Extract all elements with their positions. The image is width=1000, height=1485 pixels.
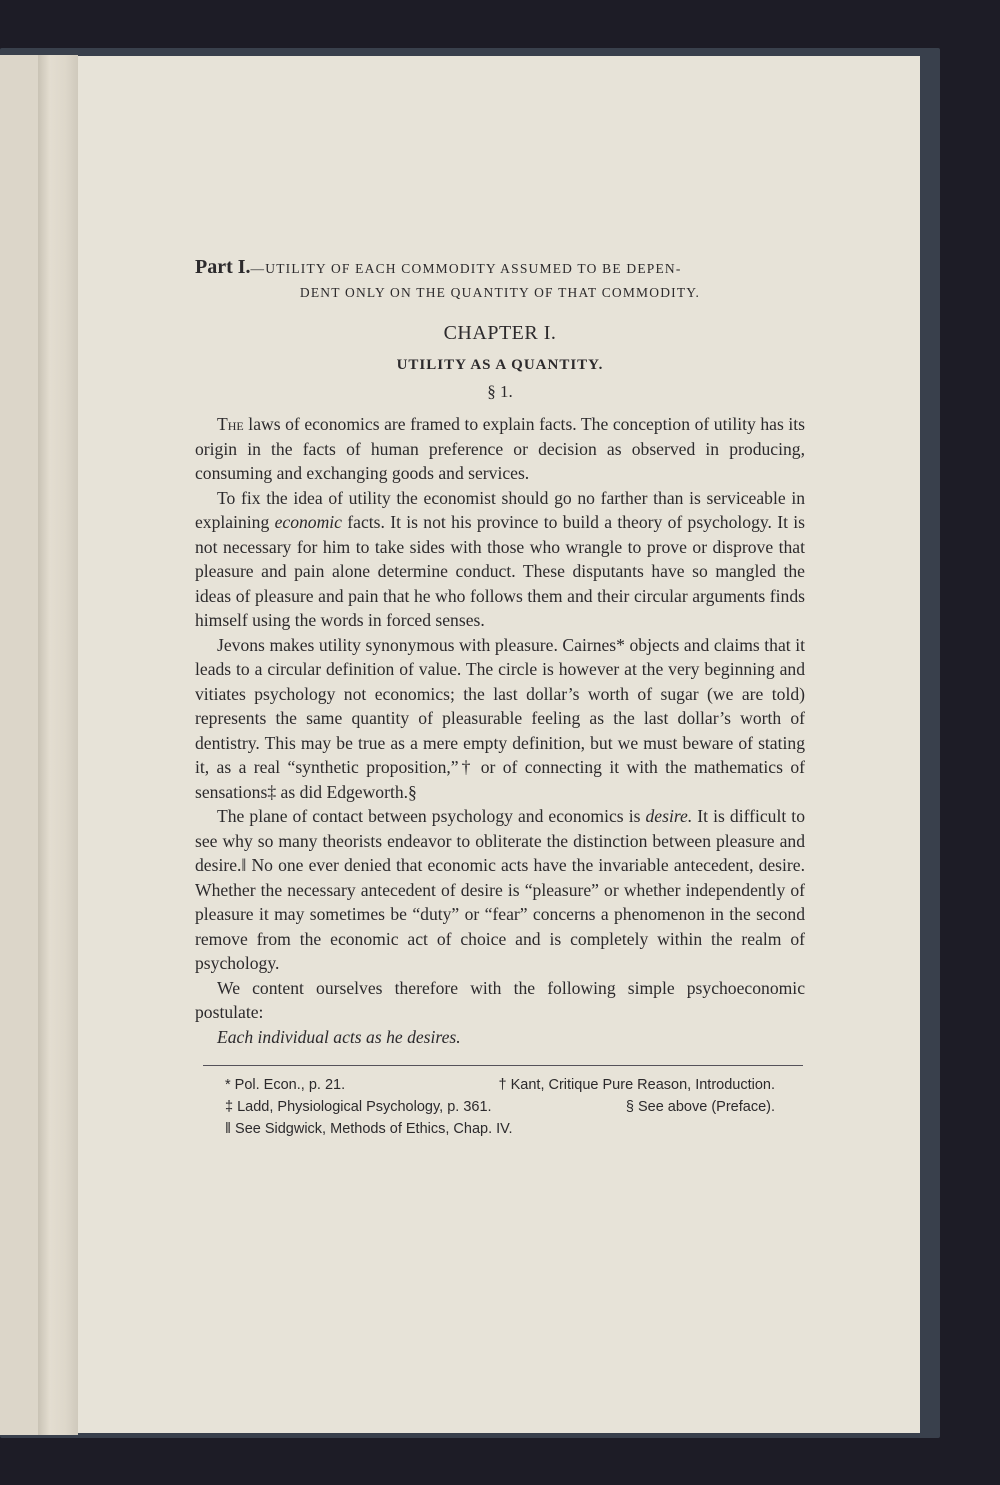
- footnote-double-dagger: ‡ Ladd, Physiological Psychology, p. 361.: [225, 1099, 492, 1115]
- chapter-title: UTILITY AS A QUANTITY.: [396, 357, 604, 373]
- footnote-row-3: [225, 1118, 775, 1140]
- footnotes: [195, 1074, 805, 1140]
- paragraph-3: Jevons makes utility synonymous with pleasure. Cairnes* objects and claims that it leads to a circular definition of value. The circle is however at the very beginning and vitiates psychology not economics; the last dollar’s worth of sugar (we are told) represents the same quantity of pleasurable feeling as the last dollar’s worth of dentistry. This may be true as a mere empty definition, but we must beware of stating it, as a real “synthetic proposition,”† or of connecting it with the mathematics of sensations‡ as did Edgeworth.§: [195, 634, 805, 802]
- paragraph-4-emphasis: desire.: [645, 806, 693, 826]
- paragraph-1: [195, 412, 805, 486]
- paragraph-2: [195, 486, 805, 633]
- postulate: Each individual acts as he desires.: [217, 1026, 461, 1047]
- page-content: [195, 255, 805, 1140]
- paragraph-2-text-b: facts. It is not his province to build a theory of psychology. It is not necessary for him to take sides with those who wrangle to prove or disprove that pleasure and pain alone determine conduct. These disputants have so mangled the ideas of pleasure and pain that he who follows them and their circular arguments finds himself using the words in forced senses.: [195, 512, 806, 630]
- body-text: [195, 412, 805, 1049]
- paragraph-2-text-a: To fix the idea of utility the economist should go no farther than is serviceable in explaining: [195, 487, 805, 532]
- part-heading-line2: DENT ONLY ON THE QUANTITY OF THAT COMMODITY.: [299, 285, 701, 300]
- paragraph-4-text-b: It is difficult to see why so many theorists endeavor to obliterate the distinction between pleasure and desire.‖ No one ever denied that economic acts have the invariable antecedent, desire. Whether the necessary antecedent of desire is “pleasure” or whether independently of pleasure it may sometimes be “duty” or “fear” concerns a phenomenon in the second remove from the economic act of choice and is completely within the realm of psychology.: [195, 806, 805, 973]
- paragraph-2-emphasis: economic: [274, 512, 342, 532]
- part-heading: [195, 255, 805, 305]
- chapter-number: CHAPTER I.: [443, 322, 557, 344]
- paragraph-4: [195, 804, 805, 976]
- facing-page-edge: [0, 55, 38, 1435]
- part-label: Part I.: [195, 256, 251, 278]
- paragraph-4-text-a: The plane of contact between psychology and economics is: [217, 806, 646, 826]
- footnote-dagger: † Kant, Critique Pure Reason, Introduction.: [498, 1077, 775, 1093]
- paragraph-5: We content ourselves therefore with the following simple psychoeconomic postulate:: [195, 977, 805, 1022]
- footnote-divider: [203, 1065, 803, 1066]
- footnote-star: * Pol. Econ., p. 21.: [225, 1077, 346, 1093]
- paragraph-1-lead: The: [217, 414, 244, 434]
- part-heading-line1: —UTILITY OF EACH COMMODITY ASSUMED TO BE DEPEN-: [250, 261, 682, 276]
- footnote-row-1: [225, 1074, 775, 1096]
- paragraph-1-text: laws of economics are framed to explain facts. The conception of utility has its origin in the facts of human preference or decision as observed in producing, consuming and exchanging goods and services.: [195, 414, 805, 483]
- section-number: § 1.: [487, 382, 513, 401]
- footnote-parallel: ‖ See Sidgwick, Methods of Ethics, Chap. IV.: [225, 1121, 513, 1137]
- footnote-row-2: [225, 1096, 775, 1118]
- book-gutter: [38, 55, 78, 1435]
- footnote-section: § See above (Preface).: [625, 1099, 775, 1115]
